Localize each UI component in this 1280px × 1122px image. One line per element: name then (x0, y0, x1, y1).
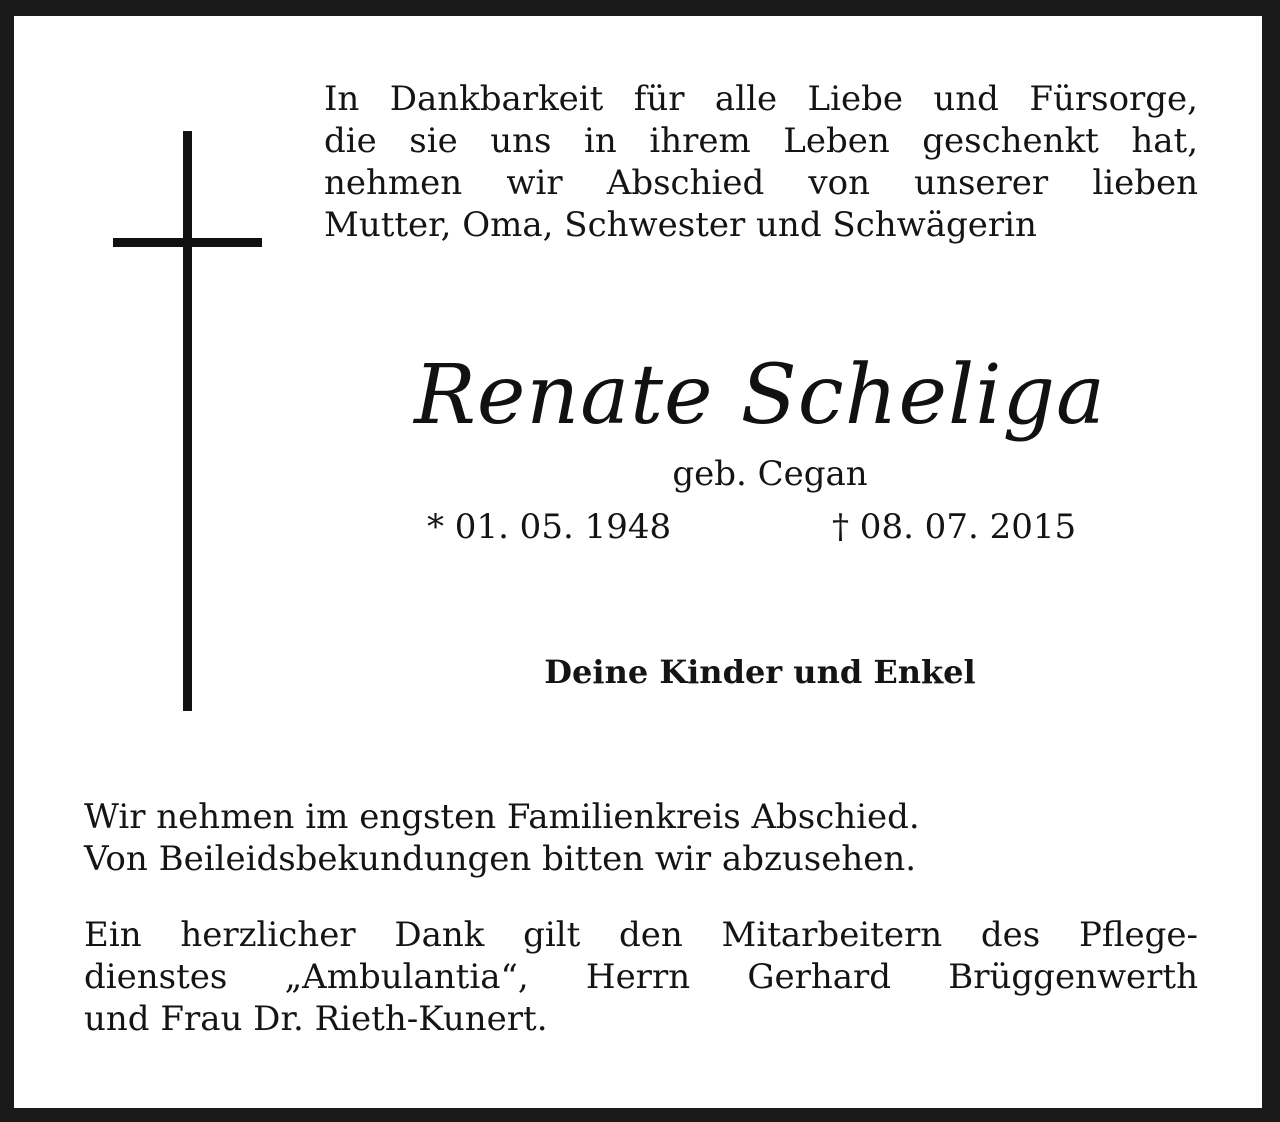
cross-vertical-bar (183, 131, 192, 711)
intro-line: Mutter, Oma, Schwester und Schwägerin (324, 205, 1037, 245)
thanks-line: Ein herzlicher Dank gilt den Mitarbeitern des Pflege- (84, 915, 1198, 955)
intro-line: In Dankbarkeit für alle Liebe und Fürsorge, (324, 79, 1198, 119)
notice-line: Wir nehmen im engsten Familienkreis Abschied. (84, 797, 920, 837)
signature: Deine Kinder und Enkel (544, 653, 976, 691)
intro-text (324, 78, 1198, 246)
notice-text (84, 796, 1184, 880)
notice-line: Von Beileidsbekundungen bitten wir abzusehen. (84, 839, 917, 879)
intro-line: nehmen wir Abschied von unserer lieben (324, 163, 1198, 203)
birth-date: * 01. 05. 1948 (427, 507, 672, 547)
thanks-text (84, 914, 1198, 1040)
cross-horizontal-bar (113, 238, 262, 247)
thanks-line: und Frau Dr. Rieth-Kunert. (84, 999, 548, 1039)
maiden-name: geb. Cegan (672, 454, 868, 494)
death-date: † 08. 07. 2015 (832, 507, 1077, 547)
thanks-line: dienstes „Ambulantia“, Herrn Gerhard Brüggenwerth (84, 957, 1198, 997)
deceased-name: Renate Scheliga (414, 348, 1106, 443)
intro-line: die sie uns in ihrem Leben geschenkt hat, (324, 121, 1198, 161)
